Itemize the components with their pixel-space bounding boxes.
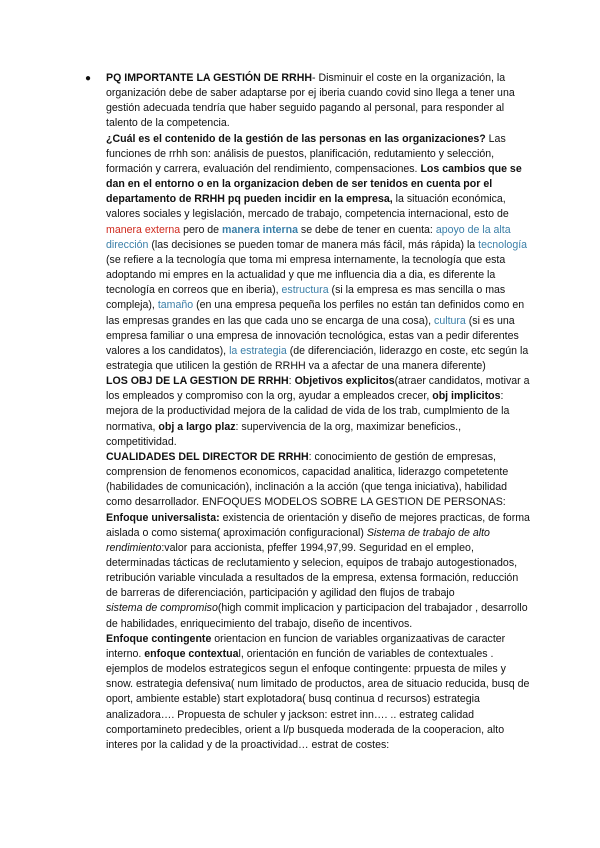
text-culture: (si es una empresa familiar o una empresa de innovación tecnológica, estas van a pedir diferentes valores a los candidatos), — [106, 314, 519, 357]
text-contextual: l, orientación en función de variables de contextuales . ejemplos de modelos estrategicos segun el enfoque contingente: prpuesta de miles y snow. estrategia defensiva( num limitado de productos, area de situacio reducida, busq de oport, ambiente estable) start explotadora( busq continua d recursos) estrategia analizadora…. Propuesta de schuler y jackson: estret inn…. .. estrateg calidad comportamineto predecibles, orient a l/p busqueda moderada de la cooperacion, alto interes por la calidad y de la proactividad… estrat de costes: — [106, 647, 530, 751]
text-join: pero de — [180, 223, 223, 236]
term-explicit: Objetivos explicitos — [294, 375, 395, 388]
document-body — [85, 71, 532, 753]
term-high-performance: Sistema de trabajo de alto rendimiento — [106, 526, 490, 554]
text-long-term: : supervivencia de la org, maximizar beneficios., competitividad. — [106, 420, 462, 448]
text-technology: (se refiere a la tecnología que toma mi empresa internamente, la tecnología que esta adoptando mi empres en la actualidad y que me influencia dia a dia, es diferente la tecnología en correos que en iberia), — [106, 253, 506, 297]
term-size: tamaño — [157, 299, 194, 312]
term-external: manera externa — [106, 223, 181, 236]
paragraph-importance — [106, 71, 532, 132]
text-strategy: (de diferenciación, liderazgo en coste, etc según la estrategia que utilicen la gestión de RRHH va a afectar de una manera diferente) — [106, 344, 529, 372]
text-size: (en una empresa pequeña los perfiles no están tan definidos como en las empresas grandes en las que cada uno se encarga de una cosa), — [106, 299, 525, 327]
text-high-performance: :valor para accionista, pfeffer 1994,97,99. Seguridad en el empleo, determinadas tácticas de reclutamiento y selecion, equipos de trabajo autogestionados, retribución variable vinculada a resultados de la empresa, extensa formación, reducción de barreras de diferenciación, participación y agilidad den flujos de trabajo — [106, 541, 519, 600]
text-explicit: (atraer candidatos, motivar a los empleados y compromiso con la org, ayudar a empleados crecer, — [106, 375, 530, 403]
text-importance: - Disminuir el coste en la organización, la organización debe de saber adaptarse por ej iberia cuando covid sino llega a tener una gestión adecuada tendría que haber seguido pagando al personal, para responder al talento de la competencia. — [106, 72, 515, 130]
text-management-support: (las decisiones se pueden tomar de manera más fácil, más rápida) la — [148, 238, 479, 251]
term-management-support: apoyo de la alta dirección — [106, 223, 511, 251]
term-contextual: enfoque contextua — [144, 647, 239, 660]
text-functions: Las funciones de rrhh son: análisis de puestos, planificación, redutamiento y selección, formación y carrera, evaluación del rendimiento, compensaciones. — [106, 132, 506, 175]
term-internal: manera interna — [222, 223, 298, 236]
term-long-term: obj a largo plaz — [158, 420, 236, 433]
text-director: : conocimiento de gestión de empresas, comprension de fenomenos economicos, capacidad analitica, liderazgo competetente (habilidades de comunicación), inclinación a la acción (que tenga iniciativa), habilidad como desarrollador. ENFOQUES MODELOS SOBRE LA GESTION DE PERSONAS: — [106, 450, 509, 509]
text-internal: se debe de tener en cuenta: — [297, 223, 436, 236]
term-commitment: sistema de compromiso — [106, 602, 218, 615]
text-commitment: (high commit implicacion y participacion del trabajador , desarrollo de habilidades, enriquecimiento del trabajo, diseño de incentivos. — [106, 602, 528, 630]
term-technology: tecnología — [478, 238, 528, 251]
paragraph-director — [106, 450, 532, 602]
text-contingent: orientacion en funcion de variables organizaativas de caracter interno. — [106, 632, 506, 660]
paragraph-contingent — [106, 632, 532, 753]
text-structure: (si la empresa es mas sencilla o mas compleja), — [106, 284, 506, 312]
term-contingent: Enfoque contingente — [106, 632, 212, 645]
text-external: la situación económica, valores sociales y legislación, mercado de trabajo, competencia internacional, esto de — [106, 193, 509, 221]
text-colon: : — [288, 375, 295, 388]
heading-content: ¿Cuál es el contenido de la gestión de las personas en las organizaciones? — [106, 132, 486, 145]
heading-director: CUALIDADES DEL DIRECTOR DE RRHH — [106, 450, 309, 463]
paragraph-objectives — [106, 374, 532, 450]
text-universalist: existencia de orientación y diseño de mejores practicas, de forma aislada o como sistema( aproximación configuracional) — [106, 511, 530, 539]
heading-importance: PQ IMPORTANTE LA GESTIÓN DE RRHH — [106, 72, 312, 84]
bullet-icon: ● — [85, 73, 92, 84]
heading-changes: Los cambios que se dan en el entorno o en la organizacion deben de ser tenidos en cuenta por el departamento de RRHH pq pueden incidir en la empresa, — [106, 162, 522, 206]
term-strategy: la estrategia — [229, 344, 287, 357]
text-implicit: : mejora de la productividad mejora de la calidad de vida de los trab, cumplmiento de la normativa, — [106, 390, 510, 433]
term-universalist: Enfoque universalista: — [106, 511, 220, 524]
term-structure: estructura — [281, 284, 329, 297]
heading-objectives: LOS OBJ DE LA GESTION DE RRHH — [106, 375, 289, 388]
paragraph-content — [106, 132, 532, 375]
term-implicit: obj implicitos — [432, 390, 501, 403]
term-culture: cultura — [434, 314, 466, 327]
paragraph-commitment — [106, 601, 532, 631]
